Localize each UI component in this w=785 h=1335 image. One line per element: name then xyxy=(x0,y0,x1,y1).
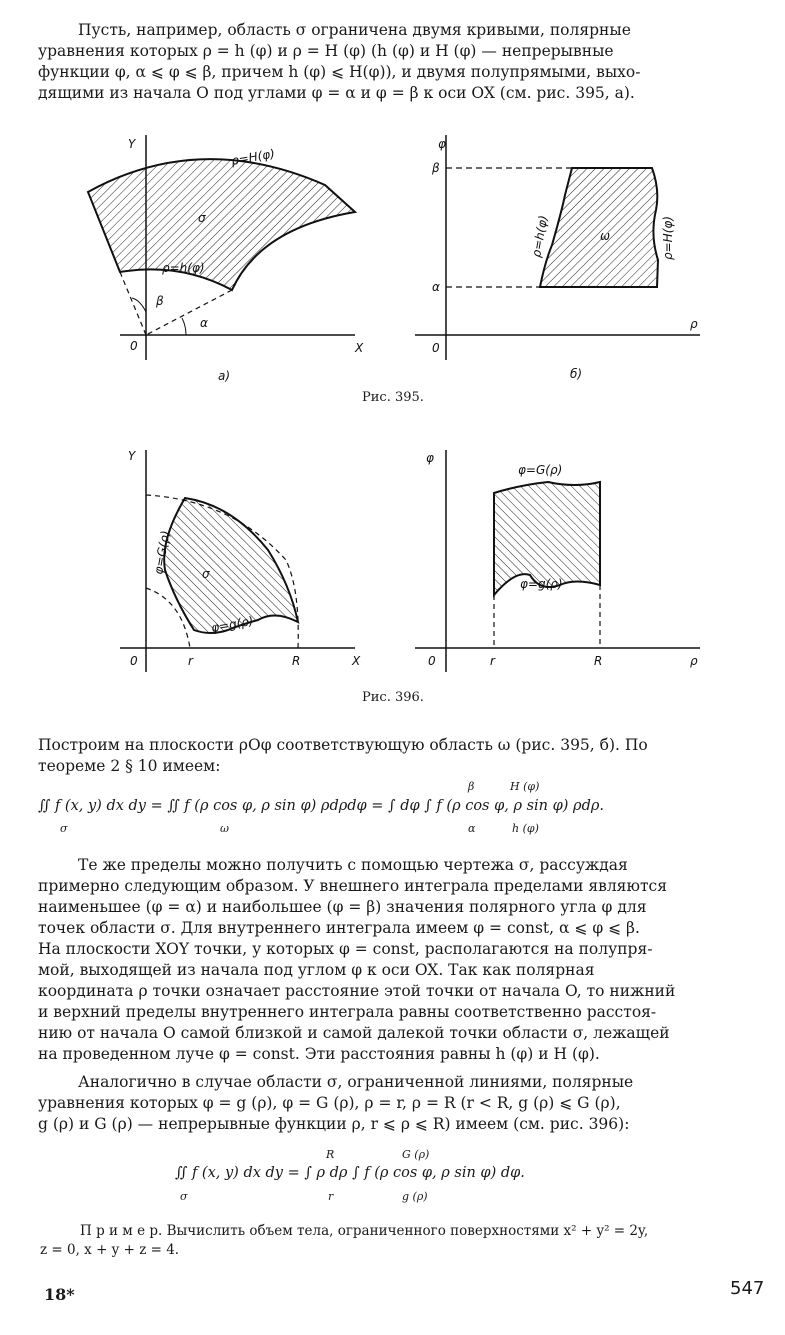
text-line: дящими из начала O под углами φ = α и φ = β к оси OX (см. рис. 395, а). xyxy=(38,84,635,102)
limit2-g: g (ρ) xyxy=(402,1190,428,1203)
label-x-396: X xyxy=(352,654,361,668)
label-y-396: Y xyxy=(128,449,136,463)
label-phi-396: φ xyxy=(426,451,434,465)
fig396-left xyxy=(120,449,361,672)
text-line: На плоскости XOY точки, у которых φ = const, располагаются на полупря- xyxy=(38,940,653,958)
limit-h: h (φ) xyxy=(512,822,539,835)
formula-1: ∬ f (x, y) dx dy = ∬ f (ρ cos φ, ρ sin φ) ρdρdφ = ∫ dφ ∫ f (ρ cos φ, ρ sin φ) ρdρ. xyxy=(38,798,604,814)
label-inner: ρ=h(φ) xyxy=(162,261,205,275)
label-h: ρ=h(φ) xyxy=(529,214,551,259)
text-line: точек области σ. Для внутреннего интеграла имеем φ = const, α ⩽ φ ⩽ β. xyxy=(38,919,640,937)
label-g: φ=g(ρ) xyxy=(210,613,255,635)
limit2-G: G (ρ) xyxy=(402,1148,430,1161)
text-line: теореме 2 § 10 имеем: xyxy=(38,757,221,775)
signature-mark: 18* xyxy=(44,1285,75,1304)
limit2-r: r xyxy=(328,1190,334,1203)
text-line: функции φ, α ⩽ φ ⩽ β, причем h (φ) ⩽ H(φ)), и двумя полупрямыми, выхо- xyxy=(38,63,641,81)
text-line: Пусть, например, область σ ограничена двумя кривыми, полярные xyxy=(78,21,631,39)
text-line: наименьшее (φ = α) и наибольшее (φ = β) значения полярного угла φ для xyxy=(38,898,647,916)
region-omega xyxy=(540,168,658,287)
label-alpha-b: α xyxy=(432,280,440,294)
label-y: Y xyxy=(128,137,136,151)
text-line: П р и м е р. Вычислить объем тела, ограниченного поверхностями x² + y² = 2y, xyxy=(80,1223,649,1239)
fig395-left xyxy=(88,135,364,383)
limit2-sigma: σ xyxy=(180,1190,188,1203)
label-omega: ω xyxy=(600,229,611,243)
text-line: Те же пределы можно получить с помощью чертежа σ, рассуждая xyxy=(78,856,628,874)
label-beta-b: β xyxy=(432,161,440,175)
text-line: нию от начала O самой близкой и самой далекой точки области σ, лежащей xyxy=(38,1024,670,1042)
formula-2: ∬ f (x, y) dx dy = ∫ ρ dρ ∫ f (ρ cos φ, ρ sin φ) dφ. xyxy=(175,1165,525,1181)
page-number: 547 xyxy=(730,1278,765,1299)
label-phi: φ xyxy=(438,137,446,151)
example xyxy=(40,1222,760,1260)
label-origin-b: 0 xyxy=(432,341,440,355)
text-line: координата ρ точки означает расстояние этой точки от начала O, то нижний xyxy=(38,982,676,1000)
limit-beta: β xyxy=(468,780,475,793)
label-origin-396: 0 xyxy=(130,654,138,668)
sublabel-b: б) xyxy=(570,367,583,381)
text-line: Построим на плоскости ρOφ соответствующую область ω (рис. 395, б). По xyxy=(38,736,648,754)
text-line: g (ρ) и G (ρ) — непрерывные функции ρ, r ⩽ ρ ⩽ R) имеем (см. рис. 396): xyxy=(38,1115,630,1133)
label-bottom: φ=g(ρ) xyxy=(520,577,563,591)
region-sigma xyxy=(88,159,355,290)
limit-sigma: σ xyxy=(60,822,68,835)
label-sigma-396: σ xyxy=(202,567,210,581)
text-line: на проведенном луче φ = const. Эти расстояния равны h (φ) и H (φ). xyxy=(38,1045,600,1063)
paragraph-2 xyxy=(38,855,753,1065)
text-line: уравнения которых ρ = h (φ) и ρ = H (φ) (h (φ) и H (φ) — непрерывные xyxy=(38,42,614,60)
label-rho: ρ xyxy=(690,317,698,331)
limit-H: H (φ) xyxy=(510,780,540,793)
label-outer: ρ=H(φ) xyxy=(230,146,276,168)
label-alpha: α xyxy=(200,316,208,330)
limit-alpha: α xyxy=(468,822,476,835)
arc-beta xyxy=(132,298,146,312)
text-line: мой, выходящей из начала под углом φ к оси OX. Так как полярная xyxy=(38,961,595,979)
caption-396: Рис. 396. xyxy=(362,690,424,705)
caption-395: Рис. 395. xyxy=(362,390,424,405)
label-rho-396: ρ xyxy=(690,654,698,668)
text-line: z = 0, x + y + z = 4. xyxy=(40,1242,180,1258)
fig396-right xyxy=(415,450,700,672)
label-sigma: σ xyxy=(198,211,206,225)
arc-alpha xyxy=(182,318,186,335)
label-top: φ=G(ρ) xyxy=(518,463,563,477)
region-sigma-396 xyxy=(164,498,298,633)
limit2-R: R xyxy=(326,1148,335,1161)
limit-omega: ω xyxy=(220,822,229,835)
fig395-right xyxy=(415,135,700,381)
label-R-396b: R xyxy=(594,654,603,668)
label-beta: β xyxy=(156,294,164,308)
label-origin-396b: 0 xyxy=(428,654,436,668)
label-R: R xyxy=(292,654,301,668)
label-x: X xyxy=(355,341,364,355)
label-G: φ=G(ρ) xyxy=(151,529,173,576)
label-H: ρ=H(φ) xyxy=(661,216,675,260)
paragraph-1 xyxy=(38,735,753,777)
ray-beta xyxy=(120,272,146,335)
label-r-396b: r xyxy=(490,654,495,668)
label-origin: 0 xyxy=(130,339,138,353)
text-line: и верхний пределы внутреннего интеграла равны соответственно расстоя- xyxy=(38,1003,657,1021)
sublabel-a: а) xyxy=(218,369,231,383)
text-line: уравнения которых φ = g (ρ), φ = G (ρ), ρ = r, ρ = R (r < R, g (ρ) ⩽ G (ρ), xyxy=(38,1094,621,1112)
paragraph-3 xyxy=(38,1072,753,1135)
text-line: примерно следующим образом. У внешнего интеграла пределами являются xyxy=(38,877,667,895)
label-r: r xyxy=(188,654,193,668)
text-line: Аналогично в случае области σ, ограниченной линиями, полярные xyxy=(78,1073,634,1091)
